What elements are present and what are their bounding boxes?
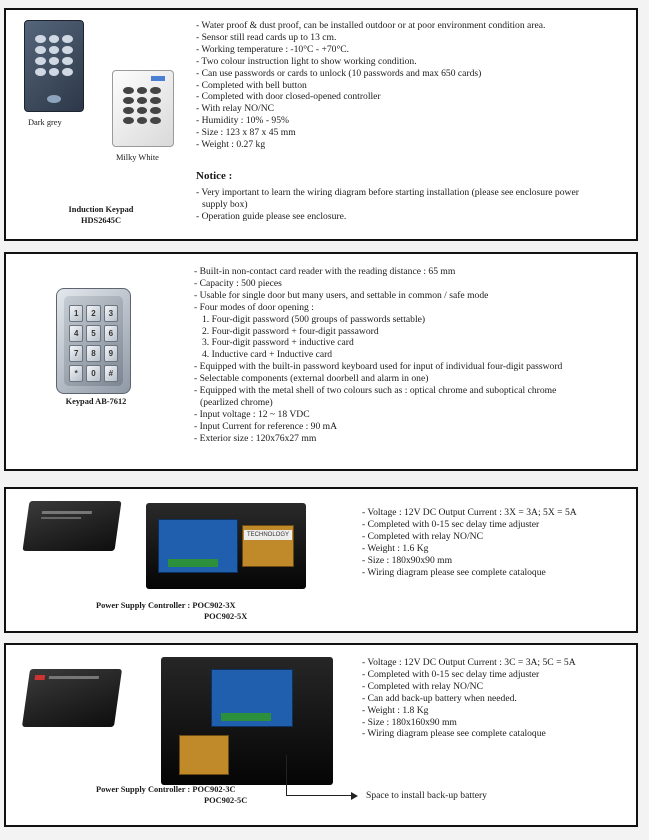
- feature-item: - Can add back-up battery when needed.: [362, 692, 517, 704]
- transformer-label: TECHNOLOGY: [244, 530, 292, 540]
- key-button: 4: [69, 325, 83, 342]
- key-button: 9: [104, 345, 118, 362]
- feature-item: - Working temperature : -10°C - +70°C.: [196, 43, 350, 55]
- product-panel-keypad-ab7612: [4, 252, 638, 471]
- power-supply-box-open-image: [161, 657, 333, 785]
- feature-item: - Input Current for reference : 90 mA: [194, 420, 338, 432]
- power-supply-box-open-image: [146, 503, 306, 589]
- product-panel-power-supply-3c-5c: [4, 643, 638, 827]
- key-button: 0: [86, 365, 100, 382]
- feature-item: - Humidity : 10% - 95%: [196, 115, 289, 127]
- product-caption: [96, 601, 247, 622]
- key-button: 8: [86, 345, 100, 362]
- feature-item: - Can use passwords or cards to unlock (10 passwords and max 650 cards): [196, 67, 482, 79]
- notice-item: - Very important to learn the wiring diagram before starting installation (please see enclosure power: [196, 187, 579, 198]
- feature-item: - Completed with bell button: [196, 79, 307, 91]
- feature-list: [196, 20, 545, 151]
- feature-item: - Size : 180x160x90 mm: [362, 716, 457, 728]
- feature-item: - Weight : 1.8 Kg: [362, 704, 429, 716]
- color-label-milky-white: Milky White: [116, 153, 159, 162]
- feature-list: [194, 266, 562, 445]
- caption-prefix: Power Supply Controller :: [96, 785, 193, 794]
- feature-item: - Equipped with the metal shell of two colours such as : optical chrome and suboptical chrome: [194, 385, 557, 397]
- feature-item: - Capacity : 500 pieces: [194, 277, 282, 289]
- feature-list: [362, 657, 576, 740]
- dark-grey-keypad-image: [24, 20, 84, 112]
- feature-list: [362, 507, 577, 578]
- caption-prefix: Power Supply Controller :: [96, 601, 193, 610]
- feature-subitem: 4. Inductive card + Inductive card: [202, 349, 333, 361]
- feature-item: - Completed with door closed-opened controller: [196, 91, 381, 103]
- feature-subitem: 1. Four-digit password (500 groups of passwords settable): [202, 313, 426, 325]
- color-label-dark-grey: Dark grey: [28, 118, 62, 127]
- product-model: POC902-3C: [192, 785, 236, 794]
- key-button: 1: [69, 305, 83, 322]
- feature-item: - Selectable components (external doorbell and alarm in one): [194, 373, 429, 385]
- feature-subitem: 3. Four-digit password + inductive card: [202, 337, 354, 349]
- product-panel-power-supply-3x-5x: [4, 487, 638, 633]
- notice-item: - Operation guide please see enclosure.: [196, 210, 347, 222]
- battery-note: Space to install back-up battery: [366, 790, 487, 801]
- product-name: Keypad AB-7612: [65, 397, 127, 406]
- key-button: 2: [86, 305, 100, 322]
- feature-item: - Two colour instruction light to show working condition.: [196, 55, 417, 67]
- milky-white-keypad-image: [112, 70, 174, 147]
- key-button: #: [104, 365, 118, 382]
- pointer-line-vertical: [286, 755, 287, 795]
- feature-item: - Exterior size : 120x76x27 mm: [194, 432, 317, 444]
- feature-subitem: 2. Four-digit password + four-digit passaword: [202, 325, 379, 337]
- pointer-line-horizontal: [286, 795, 352, 796]
- power-supply-box-closed-image: [22, 501, 121, 551]
- feature-item: - Wiring diagram please see complete cataloque: [362, 566, 546, 578]
- feature-item: - Completed with 0-15 sec delay time adjuster: [362, 668, 540, 680]
- metal-keypad-image: [56, 288, 131, 394]
- feature-item: - Sensor still read cards up to 13 cm.: [196, 31, 337, 43]
- feature-item: - Usable for single door but many users, and settable in common / safe mode: [194, 289, 489, 301]
- key-button: 7: [69, 345, 83, 362]
- product-caption: [96, 785, 247, 806]
- key-button: 5: [86, 325, 100, 342]
- feature-item: - Wiring diagram please see complete cataloque: [362, 728, 546, 740]
- feature-item: - Weight : 0.27 kg: [196, 139, 266, 151]
- key-button: 6: [104, 325, 118, 342]
- feature-item: (pearlized chrome): [200, 396, 273, 408]
- feature-item: - Size : 123 x 87 x 45 mm: [196, 127, 296, 139]
- product-model-alt: POC902-5C: [204, 795, 248, 805]
- product-name: Induction Keypad: [68, 205, 134, 214]
- feature-item: - Completed with relay NO/NC: [362, 680, 483, 692]
- product-panel-induction-keypad: [4, 8, 638, 241]
- product-model-alt: POC902-5X: [204, 611, 248, 621]
- notice-list: [196, 187, 579, 223]
- feature-item: - Input voltage : 12 ~ 18 VDC: [194, 408, 310, 420]
- product-model: HDS2645C: [80, 215, 122, 225]
- product-model: POC902-3X: [192, 601, 236, 610]
- feature-item: - Weight : 1.6 Kg: [362, 542, 429, 554]
- feature-item: - Built-in non-contact card reader with the reading distance : 65 mm: [194, 266, 456, 277]
- feature-item: - Voltage : 12V DC Output Current : 3X = 3A; 5X = 5A: [362, 507, 577, 518]
- product-caption: [46, 205, 156, 226]
- key-button: 3: [104, 305, 118, 322]
- notice-item: supply box): [202, 198, 248, 210]
- feature-item: - Four modes of door opening :: [194, 301, 314, 313]
- power-supply-box-closed-image: [22, 669, 122, 727]
- feature-item: - Completed with 0-15 sec delay time adjuster: [362, 518, 540, 530]
- notice-title: Notice :: [196, 170, 233, 182]
- feature-item: - Water proof & dust proof, can be installed outdoor or at poor environment condition area.: [196, 20, 546, 31]
- feature-item: - Equipped with the built-in password keyboard used for input of individual four-digit password: [194, 361, 563, 373]
- key-button: *: [69, 365, 83, 382]
- feature-item: - Size : 180x90x90 mm: [362, 554, 453, 566]
- feature-item: - Voltage : 12V DC Output Current : 3C = 3A; 5C = 5A: [362, 657, 576, 668]
- feature-item: - Completed with relay NO/NC: [362, 530, 483, 542]
- feature-item: - With relay NO/NC: [196, 103, 275, 115]
- arrow-head-icon: [351, 792, 358, 800]
